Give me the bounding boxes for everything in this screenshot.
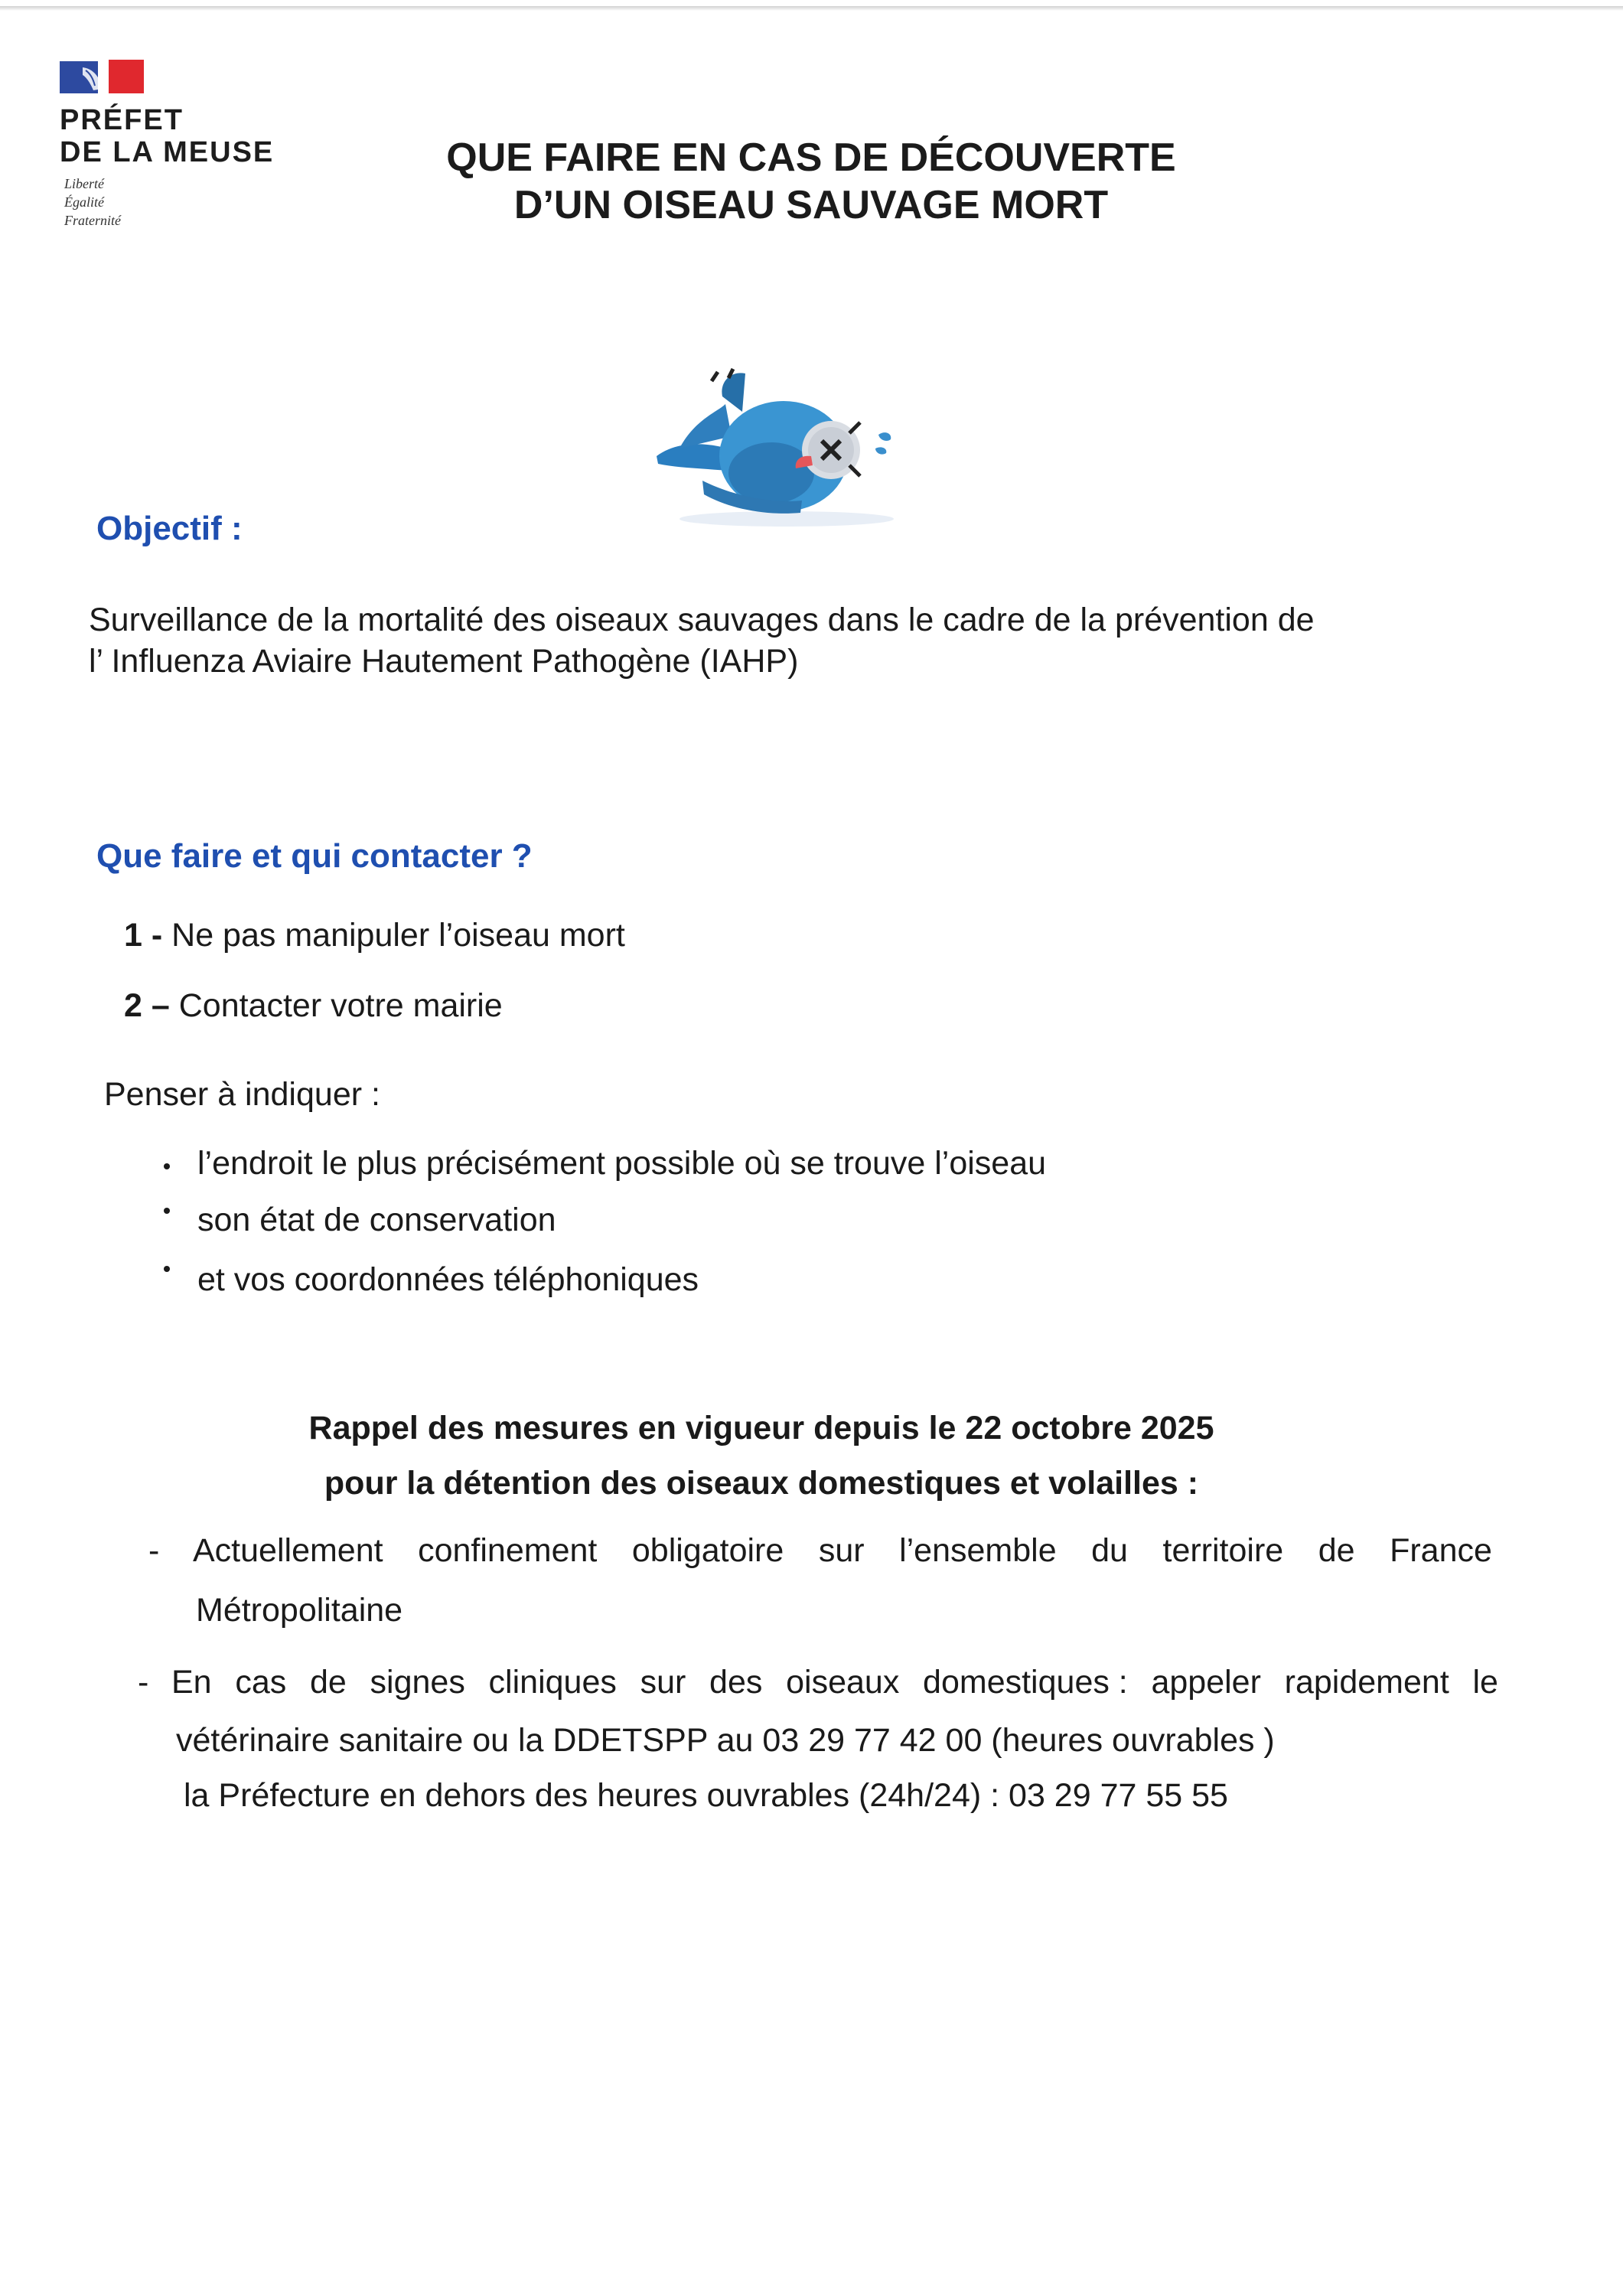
bullet-item-2: son état de conservation — [197, 1202, 556, 1238]
word: confinement — [418, 1532, 598, 1569]
rappel-item-1-line-2: Métropolitaine — [196, 1592, 403, 1629]
objectif-text-line-1: Surveillance de la mortalité des oiseaux sauvages dans le cadre de la prévention de — [89, 602, 1315, 638]
word: Actuellement — [193, 1532, 383, 1569]
word: cas — [235, 1664, 287, 1701]
step-1 — [124, 917, 625, 954]
prefecture-line-1: PRÉFET — [60, 104, 184, 136]
word: l’ensemble — [899, 1532, 1057, 1569]
word: territoire — [1162, 1532, 1284, 1569]
step-2-text: Contacter votre mairie — [178, 987, 503, 1024]
word: sur — [640, 1664, 686, 1701]
prefecture-line-2: DE LA MEUSE — [60, 136, 275, 168]
rappel-item-1-line-1 — [193, 1532, 1492, 1570]
bullet-dot — [164, 1266, 170, 1272]
word: signes — [370, 1664, 465, 1701]
objectif-text-line-2: l’ Influenza Aviaire Hautement Pathogène (IAHP) — [89, 643, 799, 680]
rappel-item-2-line-3: la Préfecture en dehors des heures ouvrables (24h/24) : 03 29 77 55 55 — [184, 1777, 1228, 1814]
page-title-line-2: D’UN OISEAU SAUVAGE MORT — [513, 183, 1109, 227]
word: oiseaux — [786, 1664, 900, 1701]
word: sur — [818, 1532, 865, 1569]
word: En — [171, 1664, 212, 1701]
word: France — [1390, 1532, 1492, 1569]
bullet-item-1: l’endroit le plus précisément possible où se trouve l’oiseau — [197, 1145, 1047, 1182]
word: le — [1472, 1664, 1498, 1701]
rappel-item-1-dash: - — [148, 1532, 160, 1569]
word: de — [309, 1664, 347, 1701]
scan-edge — [0, 6, 1623, 11]
word: du — [1091, 1532, 1128, 1569]
rappel-item-2-line-2: vétérinaire sanitaire ou la DDETSPP au 03 29 77 42 00 (heures ouvrables ) — [176, 1722, 1275, 1759]
step-2-number: 2 – — [124, 987, 170, 1024]
step-1-text: Ne pas manipuler l’oiseau mort — [171, 917, 625, 954]
word: appeler — [1151, 1664, 1261, 1701]
bullet-dot — [164, 1208, 170, 1214]
bullet-dot — [164, 1163, 170, 1169]
rappel-item-2-dash: - — [138, 1664, 149, 1701]
marianne-flag-icon — [60, 60, 145, 95]
step-1-number: 1 - — [124, 917, 163, 954]
word: de — [1318, 1532, 1355, 1569]
rappel-heading-line-2: pour la détention des oiseaux domestiques et volailles : — [324, 1465, 1199, 1502]
devise-liberte: Liberté — [64, 176, 104, 191]
dead-bird-icon — [649, 366, 909, 534]
bullet-item-3: et vos coordonnées téléphoniques — [197, 1261, 699, 1298]
devise-fraternite: Fraternité — [64, 213, 121, 228]
word: domestiques : — [923, 1664, 1128, 1701]
contact-heading: Que faire et qui contacter ? — [96, 837, 533, 875]
devise-egalite: Égalité — [64, 194, 104, 210]
objectif-heading: Objectif : — [96, 510, 243, 547]
word: obligatoire — [631, 1532, 784, 1569]
word: cliniques — [488, 1664, 617, 1701]
word: des — [709, 1664, 763, 1701]
rappel-item-2-line-1 — [171, 1664, 1498, 1701]
rappel-heading-line-1: Rappel des mesures en vigueur depuis le 22 octobre 2025 — [308, 1410, 1214, 1446]
step-2 — [124, 987, 503, 1025]
page-title-line-1: QUE FAIRE EN CAS DE DÉCOUVERTE — [446, 135, 1176, 180]
word: rapidement — [1284, 1664, 1449, 1701]
indicate-label: Penser à indiquer : — [104, 1076, 380, 1113]
